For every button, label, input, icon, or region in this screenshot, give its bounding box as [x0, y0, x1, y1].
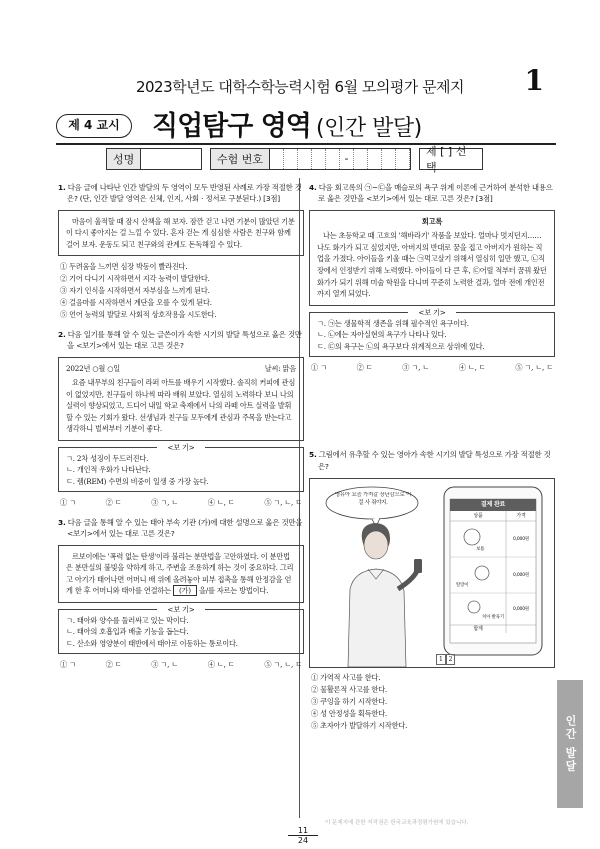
diary-text: 요즘 내무부의 친구들이 라퍼 아트를 배우기 시작했다. 솔직히 커피에 관심이 없었지만, 친구들이 하나씩 따라 배워 보았다. 열심히 노력하다 보니 나의 실력이 향상되었고, 드디어 내일 학교 축제에서 나의 라떼 아트 실력을 발휘할 수 있는 기회가 왔다. 선생님과 친구들 모두에게 관심과 주목을 받는다고 생각하니 벌써부터 기분이 좋다. [66, 378, 296, 434]
exam-number-label: 수험 번호 [211, 149, 270, 169]
area-title [152, 104, 422, 143]
title-rule [56, 143, 556, 145]
exam-title: 2023학년도 대학수학능력시험 6월 모의평가 문제지 [135, 78, 465, 96]
bogi-item: ㄷ. 산소와 영양분이 태반에서 태아로 이동하는 통로이다. [66, 638, 238, 648]
area-name: 직업탐구 영역 [152, 111, 311, 142]
question-5 [309, 449, 555, 731]
question-stem [309, 182, 555, 205]
question-number: 2. [58, 329, 66, 339]
question-text: 다음 글을 통해 알 수 있는 태아 부속 기관 (가)에 대한 설명으로 옳은 것만을 <보기>에서 있는 대로 고른 것은? [67, 517, 303, 539]
question-number: 1. [58, 183, 66, 192]
bogi-item: ㄴ. 태아의 호흡입과 배출 기능을 돕는다. [66, 627, 189, 637]
period-badge: 제 4 교시 [56, 114, 132, 138]
bogi-title: <보 기> [157, 605, 204, 614]
subject-choice-label: 제 [ ] 선택 [420, 149, 482, 169]
man-illustration [348, 523, 422, 667]
right-column [309, 182, 555, 740]
choice-3[interactable]: ③ ㄱ, ㄴ [151, 660, 178, 670]
choice-1[interactable]: ① 두려움을 느끼면 심장 박동이 빨라진다. [60, 262, 188, 272]
choice-list [309, 672, 555, 731]
question-4 [309, 182, 555, 373]
choice-4[interactable]: ④ 걸음마를 시작하면서 계단을 오를 수 있게 된다. [60, 298, 212, 308]
speech-bubble-text: 영유아 요즘 가져갈 장난감으로 이걸 사 줘야지. [334, 492, 412, 506]
bogi-item: ㄴ. 개인적 우화가 나타난다. [66, 465, 151, 475]
choice-3[interactable]: ③ ㄱ, ㄴ [402, 363, 429, 373]
name-cell [106, 148, 202, 170]
choice-2[interactable]: ② 물활론적 사고를 한다. [311, 685, 388, 695]
diary-date-row [66, 363, 296, 375]
choice-4[interactable]: ④ ㄴ, ㄷ [458, 363, 486, 373]
choice-5[interactable]: ⑤ ㄱ, ㄴ, ㄷ [264, 498, 302, 508]
choice-5[interactable]: ⑤ 언어 능력의 발달로 사회적 상호작용을 시도한다. [60, 309, 217, 319]
subject-choice-cell [419, 145, 483, 174]
item-price: 0,000원 [512, 537, 530, 543]
choice-2[interactable]: ② ㄷ [105, 660, 122, 670]
current-page: 11 [288, 826, 318, 836]
choice-3[interactable]: ③ 쿠잉을 하기 시작한다. [311, 696, 388, 706]
col-price: 가격 [516, 513, 526, 520]
choice-1[interactable]: ① ㄱ [60, 660, 76, 670]
passage-text-2: 을/를 자르는 방법이다. [198, 586, 269, 596]
choice-row [58, 497, 304, 508]
choice-5[interactable]: ⑤ ㄱ, ㄴ, ㄷ [264, 660, 302, 670]
total-label: 합계 [473, 626, 483, 633]
choice-5[interactable]: ⑤ ㄱ, ㄴ, ㄷ [515, 363, 553, 373]
col-product: 상품 [473, 513, 483, 520]
choice-list [58, 261, 304, 320]
choice-1[interactable]: ① ㄱ [60, 498, 76, 508]
subarea-name: (인간 발달) [316, 116, 422, 141]
bogi-item: ㄴ. ㉡에는 자아실현의 욕구가 나타나 있다. [317, 330, 447, 340]
question-stem [58, 329, 304, 352]
question-text: 다음 회고록의 ㉠~㉢을 매슬로의 욕구 위계 이론에 근거하여 분석한 내용으로 옳은 것만을 <보기>에서 있는 대로 고른 것은? [3점] [318, 183, 553, 204]
choice-3[interactable]: ③ 자기 인식을 시작하면서 자부심을 느끼게 된다. [60, 286, 210, 296]
question-stem [309, 449, 555, 472]
passage: 마음이 울적할 때 잠시 산책을 해 보자. 잠깐 걷고 나면 기분이 많았던 기분이 다시 좋아지는 걸 느낄 수 있다. 혼자 걷는 게 심심한 사람은 친구와 함께 걸어 보자. 운동도 되고 친구와의 관계도 돈독해질 수 있다. [58, 210, 304, 257]
choice-row [309, 362, 555, 373]
question-1 [58, 182, 304, 321]
left-column [58, 182, 304, 678]
exam-number-cell [210, 148, 411, 170]
question-2 [58, 329, 304, 509]
diary-weather: 날씨: 맑음 [264, 363, 296, 373]
choice-2[interactable]: ② ㄷ [356, 363, 373, 373]
memoir-title: 회고록 [421, 216, 443, 226]
item-name: 딸랑이 [456, 583, 469, 589]
diary-passage [58, 357, 304, 441]
shopping-figure [309, 478, 555, 668]
exam-number-boxes[interactable] [270, 149, 410, 169]
choice-5[interactable]: ⑤ 초자아가 발달하기 시작한다. [311, 720, 408, 730]
bogi-item: ㄱ. ㉠는 생물학적 생존을 위해 필수적인 욕구이다. [317, 318, 469, 328]
choice-2[interactable]: ② 기어 다니기 시작하면서 지각 능력이 발달한다. [60, 274, 210, 284]
question-text: 그림에서 유추할 수 있는 영아가 속한 시기의 발달 특성으로 가장 적절한 것은? [318, 450, 551, 471]
bogi-box [58, 442, 304, 493]
question-number: 3. [58, 517, 66, 527]
figure-illustration [310, 479, 554, 667]
passage-text-1: 르보이에는 '폭력 없는 탄생'이라 불리는 분만법을 고안하였다. 이 분만법은 분만실의 불빛을 약하게 하고, 주변을 조용하게 하는 것이 중요하다. 그리고 아기가 태어나면 어머니 배 위에 올려놓아 피부 접촉을 통해 안정감을 얻게 한 후 어머니와 태아를 연결하는 [66, 551, 294, 596]
choice-1[interactable]: ① ㄱ [311, 363, 327, 373]
name-label: 성명 [107, 149, 141, 169]
item-price: 0,000원 [512, 573, 530, 579]
page-counter [288, 826, 318, 845]
diary-date: 2022년 ○월 ○일 [66, 363, 121, 373]
item-name: 보틀 [476, 547, 485, 553]
bogi-item: ㄱ. 2차 성징이 두드러진다. [66, 453, 149, 463]
memoir-text: 나는 초등학교 때 고흐의 '해바라기' 작품을 보았다. 얼마나 멋지던지…… 나도 화가가 되고 싶었지만, 아버지의 반대로 꿈을 접고 아버지가 원하는 직업을 가졌다. 아이들을 키울 때는 ㉠먹고살기 위해서 열심히 일만 했고, ㉡직장에서 인정받기 위해 노력했다. 아이들이 다 큰 후, ㉢어릴 적부터 꿈꿔 왔던 화가가 되기 위해 미술 학원을 다니며 꾸준히 노력한 결과, 얼마 전에 개인전까지 열게 되었다. [317, 231, 547, 299]
bogi-item: ㄷ. 렘(REM) 수면의 비중이 일생 중 가장 높다. [66, 476, 209, 486]
bogi-title: <보 기> [408, 308, 455, 317]
total-pages: 24 [297, 836, 309, 845]
bogi-box [58, 604, 304, 655]
choice-2[interactable]: ② ㄷ [105, 498, 122, 508]
item-name: 치아 발육기 [482, 615, 504, 621]
figure-page-indicator [436, 654, 455, 665]
question-3 [58, 517, 304, 671]
choice-4[interactable]: ④ ㄴ, ㄷ [207, 498, 235, 508]
question-text: 다음 글에 나타난 인간 발달의 두 영역이 모두 반영된 사례로 가장 적절한 것은? (단, 인간 발달 영역은 신체, 인지, 사회 · 정서로 구분된다.) [3점] [67, 183, 302, 204]
choice-1[interactable]: ① 가역적 사고를 한다. [311, 673, 381, 683]
bogi-title: <보 기> [157, 443, 204, 452]
term-box: (가) [173, 585, 197, 596]
figure-page: 2 [446, 654, 456, 665]
copyright-notice: 이 문제지에 관한 저작권은 한국교육과정평가원에 있습니다. [325, 820, 469, 826]
choice-row [58, 659, 304, 670]
bogi-box [309, 307, 555, 358]
passage [58, 545, 304, 603]
question-text: 다음 일기를 통해 알 수 있는 글쓴이가 속한 시기의 발달 특성으로 옳은 것만을 <보기>에서 있는 대로 고른 것은? [67, 329, 302, 351]
bogi-item: ㄱ. 태아와 양수를 둘러싸고 있는 막이다. [66, 615, 189, 625]
candidate-info [106, 145, 483, 174]
item-price: 0,000원 [512, 607, 530, 613]
figure-page: 1 [436, 654, 446, 665]
question-number: 5. [309, 450, 317, 460]
bogi-item: ㄷ. ㉢의 욕구는 ㉡의 욕구보다 위계적으로 상위에 있다. [317, 341, 485, 351]
subject-side-tab: 인간 발달 [557, 680, 583, 808]
exam-number-dash: - [340, 149, 354, 169]
choice-3[interactable]: ③ ㄱ, ㄴ [151, 498, 178, 508]
question-number: 4. [309, 183, 317, 192]
memoir-passage [309, 210, 555, 306]
screen-title: 결제 완료 [480, 501, 506, 509]
choice-4[interactable]: ④ ㄴ, ㄷ [207, 660, 235, 670]
question-stem [58, 517, 304, 540]
choice-4[interactable]: ④ 성 안정성을 획득한다. [311, 708, 388, 718]
question-stem [58, 182, 304, 205]
page-number: 1 [524, 64, 544, 97]
